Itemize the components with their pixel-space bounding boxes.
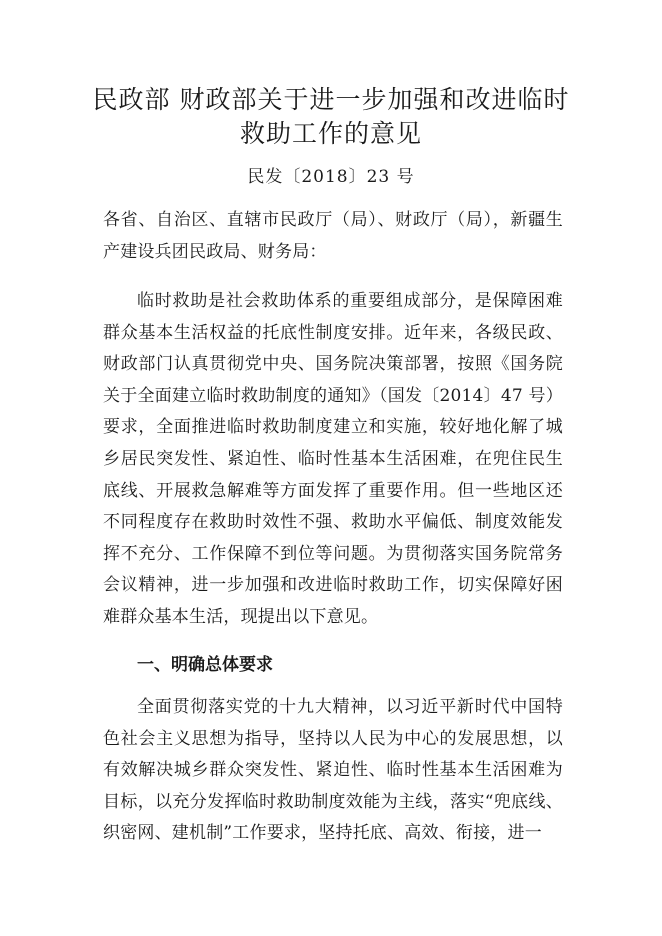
document-title-line-1: 民政部 财政部关于进一步加强和改进临时 bbox=[92, 85, 570, 114]
paragraph-section-1: 全面贯彻落实党的十九大精神，以习近平新时代中国特色社会主义思想为指导，坚持以人民为中心的发展思想，以有效解决城乡群众突发性、紧迫性、临时性基本生活困难为目标，以充分发挥临时救助制度效能为主线，落实“兜底线、织密网、建机制”工作要求，坚持托底、高效、衔接，进一 bbox=[103, 697, 563, 844]
document-title-line-2: 救助工作的意见 bbox=[239, 119, 422, 148]
salutation: 各省、自治区、直辖市民政厅（局）、财政厅（局），新疆生产建设兵团民政局、财务局： bbox=[103, 210, 563, 262]
document-number: 民发〔2018〕23 号 bbox=[247, 167, 415, 187]
paragraph-intro: 临时救助是社会救助体系的重要组成部分，是保障困难群众基本生活权益的托底性制度安排。近年来，各级民政、财政部门认真贯彻党中央、国务院决策部署，按照《国务院关于全面建立临时救助制度的通知》（国发〔2014〕47 号）要求，全面推进临时救助制度建立和实施，较好地化解了城乡居民突发性、紧迫性、临时性基本生活困难，在兜住民生底线、开展救急解难等方面发挥了重要作用。但一些地区还不同程度存在救助时效性不强、救助水平偏低、制度效能发挥不充分、工作保障不到位等问题。为贯彻落实国务院常务会议精神，进一步加强和改进临时救助工作，切实保障好困难群众基本生活，现提出以下意见。 bbox=[103, 291, 563, 627]
section-heading-1: 一、明确总体要求 bbox=[137, 655, 273, 675]
